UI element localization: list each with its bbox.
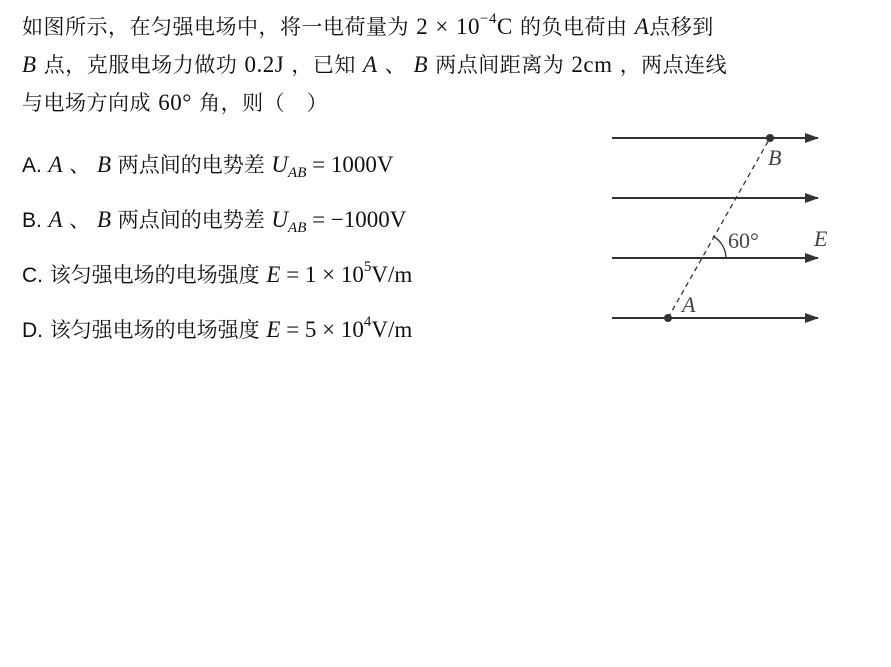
potential-symbol: U — [271, 152, 289, 177]
option-text: 该匀强电场的电场强度 — [49, 318, 260, 342]
question-text: 与电场方向成 — [22, 91, 151, 115]
option-a[interactable] — [22, 150, 393, 181]
question-text: 点移到 — [649, 15, 714, 39]
field-symbol: E — [266, 317, 281, 342]
label-angle: 60° — [728, 228, 759, 253]
field-unit: V/m — [371, 317, 413, 342]
option-letter: B. — [22, 209, 42, 232]
field-exponent: 5 — [363, 259, 372, 275]
work-value: 0.2J — [244, 52, 285, 77]
field-exponent: 4 — [363, 314, 372, 330]
question-line-3 — [22, 88, 328, 118]
point-b-dot — [766, 134, 774, 142]
separator: 、 — [384, 53, 407, 77]
charge-base: 10 — [456, 14, 481, 39]
charge-coefficient: 2 — [416, 14, 429, 39]
option-d[interactable] — [22, 315, 412, 346]
field-unit: V/m — [371, 262, 413, 287]
option-b[interactable] — [22, 205, 406, 236]
field-symbol: E — [266, 262, 281, 287]
point-a-symbol: A — [48, 152, 63, 177]
field-diagram — [600, 120, 840, 335]
question-line-2 — [22, 50, 727, 80]
potential-symbol: U — [271, 207, 289, 232]
option-c[interactable] — [22, 260, 412, 291]
question-text: ，已知 — [291, 53, 356, 77]
option-equation: = −1000V — [306, 207, 407, 232]
times-sign: × — [435, 14, 449, 39]
point-b-symbol: B — [413, 52, 429, 77]
charge-exponent: −4 — [480, 11, 498, 27]
label-e: E — [814, 226, 828, 251]
charge-unit: C — [497, 14, 513, 39]
point-a-symbol: A — [48, 207, 63, 232]
point-b-symbol: B — [96, 207, 112, 232]
option-letter: C. — [22, 264, 43, 287]
separator: 、 — [69, 208, 91, 232]
question-text: 角，则（ ） — [199, 91, 329, 115]
angle-arc — [713, 236, 726, 258]
point-a-symbol: A — [634, 14, 650, 39]
label-b: B — [768, 145, 782, 170]
label-a: A — [682, 292, 696, 317]
question-text: 点，克服电场力做功 — [43, 53, 238, 77]
question-text: ，两点连线 — [619, 53, 728, 77]
point-b-symbol: B — [96, 152, 112, 177]
option-letter: D. — [22, 319, 43, 342]
potential-subscript: AB — [288, 220, 307, 236]
angle-value: 60° — [158, 90, 192, 115]
point-a-dot — [664, 314, 672, 322]
separator: 、 — [69, 153, 91, 177]
option-letter: A. — [22, 154, 42, 177]
option-equation: = 1000V — [306, 152, 394, 177]
option-text: 两点间的电势差 — [117, 153, 265, 177]
point-b-symbol: B — [22, 52, 37, 77]
option-text: 该匀强电场的电场强度 — [49, 263, 260, 287]
question-text: 如图所示，在匀强电场中，将一电荷量为 — [22, 15, 409, 39]
option-equation: = 5 × 10 — [280, 317, 364, 342]
question-line-1 — [22, 12, 714, 42]
question-text: 的负电荷由 — [520, 15, 628, 39]
potential-subscript: AB — [288, 165, 307, 181]
option-equation: = 1 × 10 — [280, 262, 364, 287]
question-text: 两点间距离为 — [435, 53, 565, 77]
point-a-symbol: A — [363, 52, 378, 77]
distance-value: 2cm — [571, 52, 613, 77]
option-text: 两点间的电势差 — [117, 208, 265, 232]
